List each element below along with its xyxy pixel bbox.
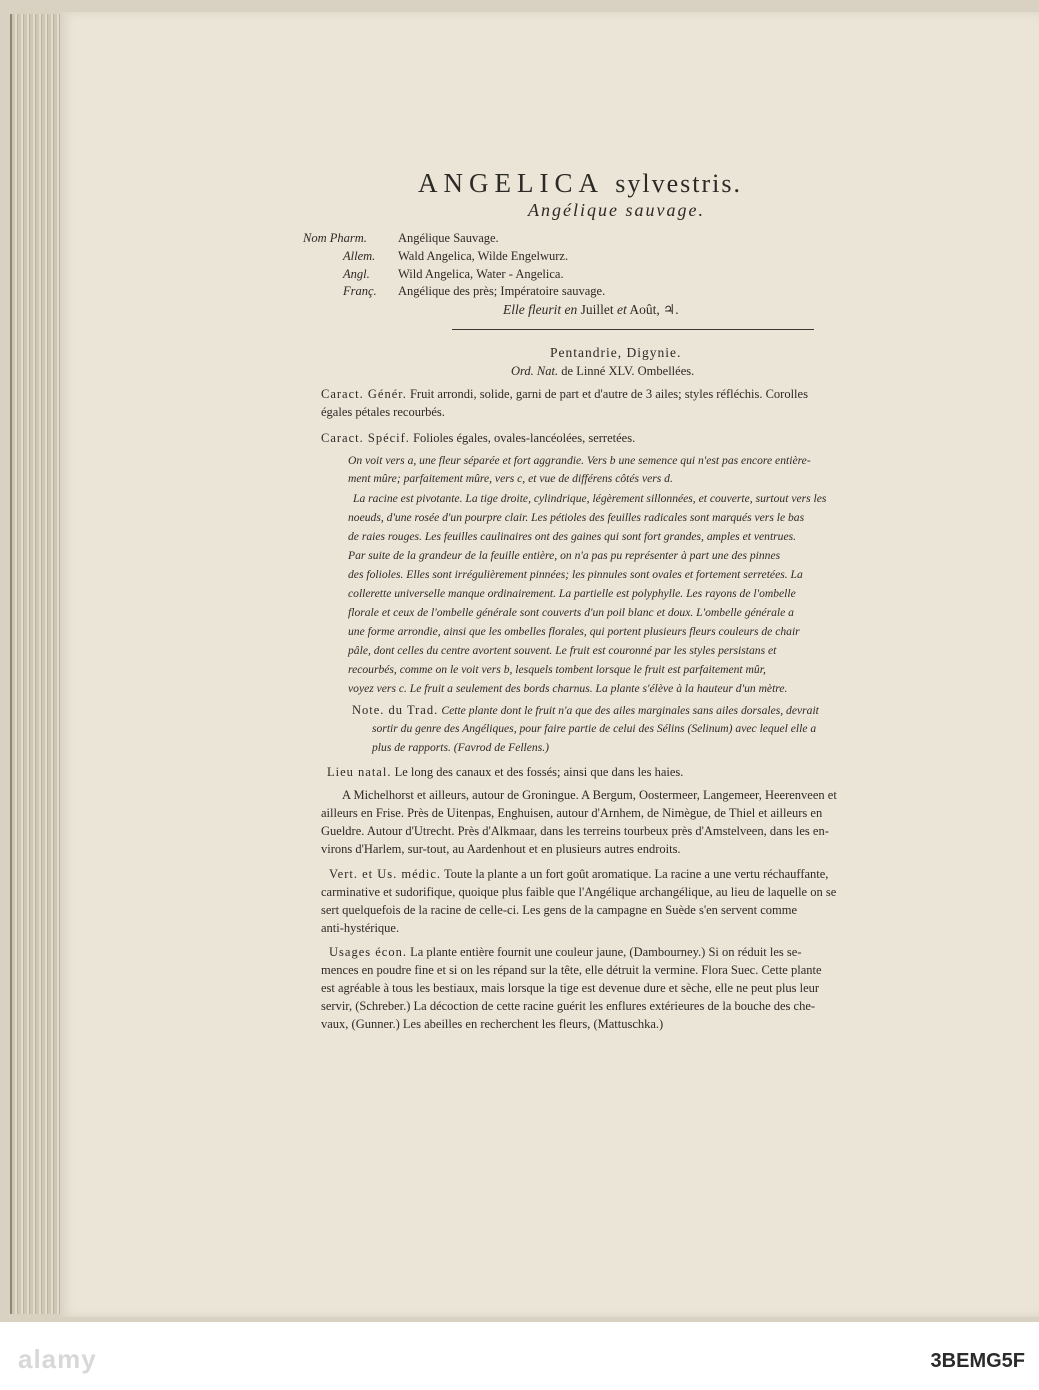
habitat-line xyxy=(327,765,683,780)
habitat-text: Le long des canaux et des fossés; ainsi que dans les haies. xyxy=(394,765,684,779)
watermark-image-id: 3BEMG5F xyxy=(930,1350,1025,1372)
flowering-prefix: Elle fleurit en xyxy=(503,302,578,317)
flowering-month2: Août, xyxy=(629,302,660,317)
synonym-label: Allem. xyxy=(343,249,376,263)
description-line: Par suite de la grandeur de la feuille entière, on n'a pas pu représenter à part une des pinnes xyxy=(348,549,781,562)
classification: Pentandrie, Digynie. xyxy=(550,345,682,360)
translator-note-line: sortir du genre des Angéliques, pour faire partie de celui des Sélins (Selinum) avec lequel elle a xyxy=(372,722,817,735)
description-line: On voit vers a, une fleur séparée et fort aggrandie. Vers b une semence qui n'est pas encore entière- xyxy=(348,454,811,467)
economic-uses-line: mences en poudre fine et si on les répand sur la tête, elle détruit la vermine. Flora Suec. Cette plante xyxy=(321,963,822,977)
caract-specif-text: Folioles égales, ovales-lancéolées, serretées. xyxy=(413,431,636,445)
localities-line: Gueldre. Autour d'Utrecht. Près d'Alkmaar, dans les terreins tourbeux près d'Amstelveen, dans les en- xyxy=(321,824,829,838)
medical-uses-line: anti-hystérique. xyxy=(321,921,400,935)
localities-line: ailleurs en Frise. Près de Uitenpas, Enghuisen, autour d'Arnhem, de Nimègue, de Thiel et ailleurs en xyxy=(321,806,823,820)
description-line: de raies rouges. Les feuilles caulinaires ont des gaines qui sont fort grandes, amples et ventrues. xyxy=(348,530,797,543)
description-line: noeuds, d'une rosée d'un pourpre clair. Les pétioles des feuilles radicales sont marqués vers le bas xyxy=(348,511,805,524)
translator-note-text: Cette plante dont le fruit n'a que des ailes marginales sans ailes dorsales, devrait xyxy=(441,704,819,717)
description-line: florale et ceux de l'ombelle générale sont couverts d'un poil blanc et doux. L'ombelle générale a xyxy=(348,606,794,619)
economic-uses-line xyxy=(329,945,802,960)
caract-specif-line xyxy=(321,431,635,446)
synonym-value: Wild Angelica, Water - Angelica. xyxy=(398,267,564,281)
description-line: collerette universelle manque ordinairement. La partielle est polyphylle. Les rayons de l'ombelle xyxy=(348,587,796,600)
title-genus: ANGELICA xyxy=(418,168,603,198)
medical-uses-line xyxy=(329,867,828,882)
order-text: Linné XLV. Ombellées. xyxy=(576,364,695,378)
description-line: voyez vers c. Le fruit a seulement des bords charnus. La plante s'élève à la hauteur d'un mètre. xyxy=(348,682,788,695)
order-prefix: Ord. Nat. xyxy=(511,364,559,378)
economic-uses-line: vaux, (Gunner.) Les abeilles en recherchent les fleurs, (Mattuschka.) xyxy=(321,1017,664,1031)
medical-uses-line: carminative et sudorifique, quoique plus faible que l'Angélique archangélique, au lieu de laquelle on se xyxy=(321,885,837,899)
localities-line: virons d'Harlem, sur-tout, au Aardenhout et en plusieurs autres endroits. xyxy=(321,842,681,856)
synonym-value: Angélique Sauvage. xyxy=(398,231,499,245)
translator-note-line: plus de rapports. (Favrod de Fellens.) xyxy=(372,741,549,754)
synonym-label: Nom Pharm. xyxy=(303,231,367,245)
perennial-symbol: ♃. xyxy=(663,302,679,317)
order-mid: de xyxy=(561,364,574,378)
description-line: une forme arrondie, ainsi que les ombelles florales, qui portent plusieurs fleurs couleurs de chair xyxy=(348,625,800,638)
description-line: pâle, dont celles du centre avortent souvent. Le fruit est couronné par les styles persistans et xyxy=(348,644,777,657)
caract-gener-label: Caract. Génér. xyxy=(321,387,407,401)
synonym-label: Franç. xyxy=(343,284,377,298)
flowering-line xyxy=(503,302,679,318)
economic-uses-line: servir, (Schreber.) La décoction de cette racine guérit les enflures extérieures de la bouche des che- xyxy=(321,999,816,1013)
localities-line: A Michelhorst et ailleurs, autour de Groningue. A Bergum, Oostermeer, Langemeer, Heerenveen et xyxy=(342,788,837,802)
synonym-value: Angélique des près; Impératoire sauvage. xyxy=(398,284,606,298)
synonym-label: Angl. xyxy=(343,267,370,281)
economic-uses-line: est agréable à tous les bestiaux, mais lorsque la tige est devenue dure et sèche, elle ne peut plus leur xyxy=(321,981,820,995)
description-line: ment mûre; parfaitement mûre, vers c, et vue de différens côtés vers d. xyxy=(348,472,673,485)
title-species: sylvestris. xyxy=(615,169,742,198)
page-title xyxy=(418,168,742,199)
caract-specif-label: Caract. Spécif. xyxy=(321,431,410,445)
caract-gener-text: Fruit arrondi, solide, garni de part et d'autre de 3 ailes; styles réfléchis. Corolles xyxy=(409,387,808,401)
natural-order xyxy=(511,364,694,379)
medical-uses-line: sert quelquefois de la racine de celle-ci. Les gens de la campagne en Suède s'en servent comme xyxy=(321,903,798,917)
page-subtitle: Angélique sauvage. xyxy=(528,200,705,220)
medical-uses-label: Vert. et Us. médic. xyxy=(329,867,442,881)
habitat-label: Lieu natal. xyxy=(327,765,392,779)
watermark-brand: alamy xyxy=(18,1344,97,1374)
description-line: des folioles. Elles sont irrégulièrement pinnées; les pinnules sont ovales et fortement serretées. La xyxy=(348,568,803,581)
caract-gener-line xyxy=(321,387,808,402)
description-line: recourbés, comme on le voit vers b, lesquels tombent lorsque le fruit est parfaitement mûr, xyxy=(348,663,766,676)
economic-uses-label: Usages écon. xyxy=(329,945,407,959)
medical-uses-text: Toute la plante a un fort goût aromatique. La racine a une vertu réchauffante, xyxy=(443,867,829,881)
caract-gener-line: égales pétales recourbés. xyxy=(321,405,445,419)
synonym-value: Wald Angelica, Wilde Engelwurz. xyxy=(398,249,569,263)
flowering-month: Juillet xyxy=(580,302,614,317)
translator-note-label: Note. du Trad. xyxy=(352,703,439,717)
divider-rule xyxy=(452,329,814,330)
translator-note-line xyxy=(352,703,819,718)
watermark-strip xyxy=(0,1322,1039,1390)
description-line: La racine est pivotante. La tige droite, cylindrique, légèrement sillonnées, et couverte, surtout vers les xyxy=(353,492,827,505)
economic-uses-text: La plante entière fournit une couleur jaune, (Dambourney.) Si on réduit les se- xyxy=(410,945,802,959)
flowering-conj: et xyxy=(616,302,627,317)
